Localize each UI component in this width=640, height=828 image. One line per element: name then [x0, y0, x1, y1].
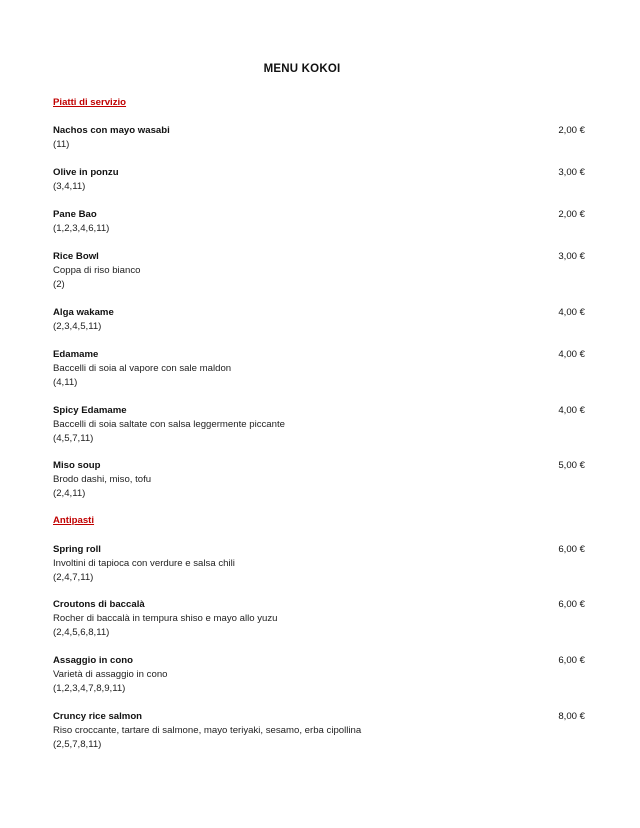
- item-price: 3,00 €: [558, 251, 585, 262]
- item-allergens: (2,4,7,11): [53, 572, 94, 583]
- item-price: 2,00 €: [558, 125, 585, 136]
- item-name: Cruncy rice salmon: [53, 711, 143, 722]
- item-allergens: (11): [53, 139, 70, 150]
- item-name: Edamame: [53, 349, 99, 360]
- item-price: 8,00 €: [558, 711, 585, 722]
- item-name: Assaggio in cono: [53, 655, 133, 666]
- item-allergens: (1,2,3,4,6,11): [53, 223, 110, 234]
- item-name: Miso soup: [53, 460, 101, 471]
- item-name: Olive in ponzu: [53, 167, 119, 178]
- item-price: 6,00 €: [558, 599, 585, 610]
- item-price: 5,00 €: [558, 460, 585, 471]
- item-allergens: (1,2,3,4,7,8,9,11): [53, 683, 126, 694]
- menu-item-spring-roll: [53, 543, 585, 585]
- item-description: Baccelli di soia saltate con salsa leggermente piccante: [53, 419, 285, 430]
- item-allergens: (2,4,5,6,8,11): [53, 627, 110, 638]
- item-name: Spicy Edamame: [53, 405, 127, 416]
- item-price: 2,00 €: [558, 209, 585, 220]
- menu-item-spicy-edamame: [53, 404, 585, 446]
- item-price: 4,00 €: [558, 405, 585, 416]
- item-name: Alga wakame: [53, 307, 114, 318]
- item-description: Brodo dashi, miso, tofu: [53, 474, 152, 485]
- menu-item-edamame: [53, 348, 585, 390]
- menu-item-pane-bao: [53, 208, 585, 236]
- item-price: 4,00 €: [558, 349, 585, 360]
- item-name: Pane Bao: [53, 209, 97, 220]
- item-description: Varietà di assaggio in cono: [53, 669, 168, 680]
- item-allergens: (2): [53, 279, 65, 290]
- item-description: Baccelli di soia al vapore con sale maldon: [53, 363, 232, 374]
- item-description: Rocher di baccalà in tempura shiso e mayo allo yuzu: [53, 613, 278, 624]
- item-price: 6,00 €: [558, 655, 585, 666]
- item-allergens: (2,3,4,5,11): [53, 321, 102, 332]
- item-description: Coppa di riso bianco: [53, 265, 141, 276]
- item-description: Riso croccante, tartare di salmone, mayo teriyaki, sesamo, erba cipollina: [53, 725, 362, 736]
- item-price: 6,00 €: [558, 544, 585, 555]
- item-name: Spring roll: [53, 544, 101, 555]
- item-name: Nachos con mayo wasabi: [53, 125, 170, 136]
- item-allergens: (2,4,11): [53, 488, 86, 499]
- page-title: MENU KOKOI: [263, 63, 341, 75]
- menu-item-alga-wakame: [53, 306, 585, 334]
- item-name: Croutons di baccalà: [53, 599, 145, 610]
- menu-item-nachos: [53, 124, 585, 152]
- menu-item-miso-soup: [53, 459, 585, 501]
- item-allergens: (2,5,7,8,11): [53, 739, 102, 750]
- section-heading-piatti-di-servizio: Piatti di servizio: [53, 97, 127, 108]
- section-heading-antipasti: Antipasti: [53, 515, 95, 526]
- item-allergens: (4,5,7,11): [53, 433, 94, 444]
- item-allergens: (3,4,11): [53, 181, 86, 192]
- menu-item-cruncy-rice-salmon: [53, 710, 585, 752]
- menu-item-rice-bowl: [53, 250, 585, 292]
- item-price: 4,00 €: [558, 307, 585, 318]
- menu-item-croutons-di-baccala: [53, 598, 585, 640]
- item-allergens: (4,11): [53, 377, 78, 388]
- item-description: Involtini di tapioca con verdure e salsa chili: [53, 558, 235, 569]
- item-price: 3,00 €: [558, 167, 585, 178]
- menu-item-olive-in-ponzu: [53, 166, 585, 194]
- item-name: Rice Bowl: [53, 251, 99, 262]
- menu-item-assaggio-in-cono: [53, 654, 585, 696]
